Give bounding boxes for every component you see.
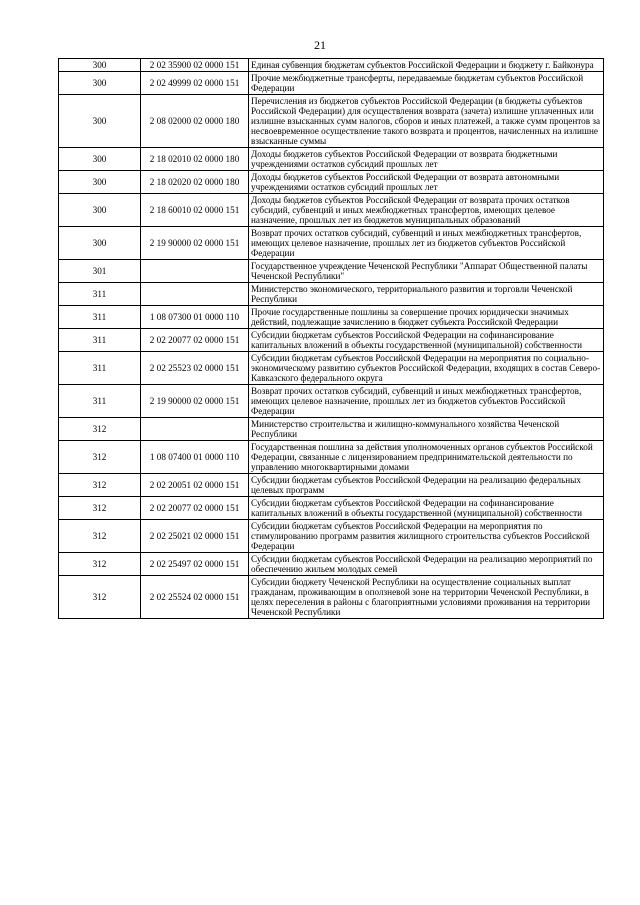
table-row <box>59 59 604 72</box>
admin-code-cell: 312 <box>59 497 141 520</box>
revenue-name-cell: Прочие межбюджетные трансферты, передаваемые бюджетам субъектов Российской Федерации <box>249 72 604 95</box>
table-row <box>59 283 604 306</box>
revenue-name-cell: Субсидии бюджетам субъектов Российской Федерации на реализацию федеральных целевых программ <box>249 474 604 497</box>
revenue-name-cell: Субсидии бюджетам субъектов Российской Федерации на мероприятия по социально-экономическому развитию субъектов Российской Федерации, входящих в состав Северо-Кавказского федерального округа <box>249 352 604 385</box>
budget-code-cell: 2 02 25021 02 0000 151 <box>141 520 249 553</box>
revenue-name-cell: Единая субвенция бюджетам субъектов Российской Федерации и бюджету г. Байконура <box>249 59 604 72</box>
table-row <box>59 520 604 553</box>
budget-code-cell <box>141 418 249 441</box>
revenue-name-cell: Субсидии бюджетам субъектов Российской Федерации на реализацию мероприятий по обеспечению жильем молодых семей <box>249 553 604 576</box>
budget-code-cell: 2 02 25497 02 0000 151 <box>141 553 249 576</box>
revenue-name-cell: Субсидии бюджетам субъектов Российской Федерации на мероприятия по стимулированию программ развития жилищного строительства субъектов Российской Федерации <box>249 520 604 553</box>
table-row <box>59 148 604 171</box>
revenue-name-cell: Государственное учреждение Чеченской Республики "Аппарат Общественной палаты Чеченской Республики" <box>249 260 604 283</box>
table-row <box>59 441 604 474</box>
budget-code-cell <box>141 283 249 306</box>
table-row <box>59 260 604 283</box>
budget-code-cell: 2 08 02000 02 0000 180 <box>141 95 249 148</box>
admin-code-cell: 311 <box>59 283 141 306</box>
budget-code-cell: 2 19 90000 02 0000 151 <box>141 385 249 418</box>
revenue-name-cell: Доходы бюджетов субъектов Российской Федерации от возврата прочих остатков субсидий, субвенций и иных межбюджетных трансфертов, имеющих целевое назначение, прошлых лет из бюджетов муниципальных образований <box>249 194 604 227</box>
admin-code-cell: 311 <box>59 385 141 418</box>
revenue-name-cell: Возврат прочих остатков субсидий, субвенций и иных межбюджетных трансфертов, имеющих целевое назначение, прошлых лет из бюджетов субъектов Российской Федерации <box>249 227 604 260</box>
table-row <box>59 306 604 329</box>
admin-code-cell: 312 <box>59 553 141 576</box>
budget-code-cell: 2 18 60010 02 0000 151 <box>141 194 249 227</box>
budget-code-cell: 1 08 07400 01 0000 110 <box>141 441 249 474</box>
admin-code-cell: 300 <box>59 59 141 72</box>
budget-code-cell: 2 19 90000 02 0000 151 <box>141 227 249 260</box>
revenue-name-cell: Субсидии бюджетам субъектов Российской Федерации на софинансирование капитальных вложений в объекты государственной (муниципальной) собственности <box>249 497 604 520</box>
table-row <box>59 171 604 194</box>
budget-code-cell: 2 02 20051 02 0000 151 <box>141 474 249 497</box>
budget-classification-table <box>58 58 604 619</box>
revenue-name-cell: Прочие государственные пошлины за совершение прочих юридически значимых действий, подлежащие зачислению в бюджет субъекта Российской Федерации <box>249 306 604 329</box>
admin-code-cell: 312 <box>59 418 141 441</box>
admin-code-cell: 300 <box>59 95 141 148</box>
admin-code-cell: 312 <box>59 520 141 553</box>
revenue-name-cell: Доходы бюджетов субъектов Российской Федерации от возврата автономными учреждениями остатков субсидий прошлых лет <box>249 171 604 194</box>
revenue-name-cell: Государственная пошлина за действия уполномоченных органов субъектов Российской Федерации, связанные с лицензированием предпринимательской деятельности по управлению многоквартирными домами <box>249 441 604 474</box>
budget-code-cell: 1 08 07300 01 0000 110 <box>141 306 249 329</box>
admin-code-cell: 300 <box>59 148 141 171</box>
revenue-name-cell: Перечисления из бюджетов субъектов Российской Федерации (в бюджеты субъектов Российской Федерации) для осуществления возврата (зачета) излишне уплаченных или излишне взысканных сумм налогов, сборов и иных платежей, а также сумм процентов за несвоевременное осуществление такого возврата и процентов, начисленных на излишне взысканные суммы <box>249 95 604 148</box>
budget-code-cell: 2 02 20077 02 0000 151 <box>141 497 249 520</box>
admin-code-cell: 311 <box>59 306 141 329</box>
table-row <box>59 329 604 352</box>
table-row <box>59 352 604 385</box>
admin-code-cell: 301 <box>59 260 141 283</box>
budget-code-cell: 2 18 02010 02 0000 180 <box>141 148 249 171</box>
page-number: 21 <box>314 38 326 52</box>
budget-code-cell: 2 02 49999 02 0000 151 <box>141 72 249 95</box>
budget-code-cell: 2 02 25524 02 0000 151 <box>141 576 249 619</box>
table-row <box>59 497 604 520</box>
admin-code-cell: 300 <box>59 171 141 194</box>
table-row <box>59 72 604 95</box>
revenue-name-cell: Доходы бюджетов субъектов Российской Федерации от возврата бюджетными учреждениями остатков субсидий прошлых лет <box>249 148 604 171</box>
table-row <box>59 385 604 418</box>
revenue-name-cell: Возврат прочих остатков субсидий, субвенций и иных межбюджетных трансфертов, имеющих целевое назначение, прошлых лет из бюджетов субъектов Российской Федерации <box>249 385 604 418</box>
table-row <box>59 418 604 441</box>
admin-code-cell: 312 <box>59 441 141 474</box>
admin-code-cell: 300 <box>59 194 141 227</box>
budget-code-cell <box>141 260 249 283</box>
table-row <box>59 553 604 576</box>
table-row <box>59 474 604 497</box>
table-row <box>59 194 604 227</box>
table-row <box>59 576 604 619</box>
admin-code-cell: 300 <box>59 72 141 95</box>
budget-code-cell: 2 02 20077 02 0000 151 <box>141 329 249 352</box>
table-row <box>59 95 604 148</box>
budget-code-cell: 2 02 35900 02 0000 151 <box>141 59 249 72</box>
admin-code-cell: 311 <box>59 329 141 352</box>
admin-code-cell: 312 <box>59 576 141 619</box>
admin-code-cell: 312 <box>59 474 141 497</box>
revenue-name-cell: Министерство строительства и жилищно-коммунального хозяйства Чеченской Республики <box>249 418 604 441</box>
revenue-name-cell: Министерство экономического, территориального развития и торговли Чеченской Республики <box>249 283 604 306</box>
revenue-name-cell: Субсидии бюджету Чеченской Республики на осуществление социальных выплат гражданам, проживающим в оползневой зоне на территории Чеченской Республики, в целях переселения в районы с благоприятными условиями проживания на территории Чеченской Республики <box>249 576 604 619</box>
admin-code-cell: 300 <box>59 227 141 260</box>
budget-code-cell: 2 02 25523 02 0000 151 <box>141 352 249 385</box>
revenue-name-cell: Субсидии бюджетам субъектов Российской Федерации на софинансирование капитальных вложений в объекты государственной (муниципальной) собственности <box>249 329 604 352</box>
table-body <box>59 59 604 619</box>
admin-code-cell: 311 <box>59 352 141 385</box>
table-row <box>59 227 604 260</box>
budget-code-cell: 2 18 02020 02 0000 180 <box>141 171 249 194</box>
